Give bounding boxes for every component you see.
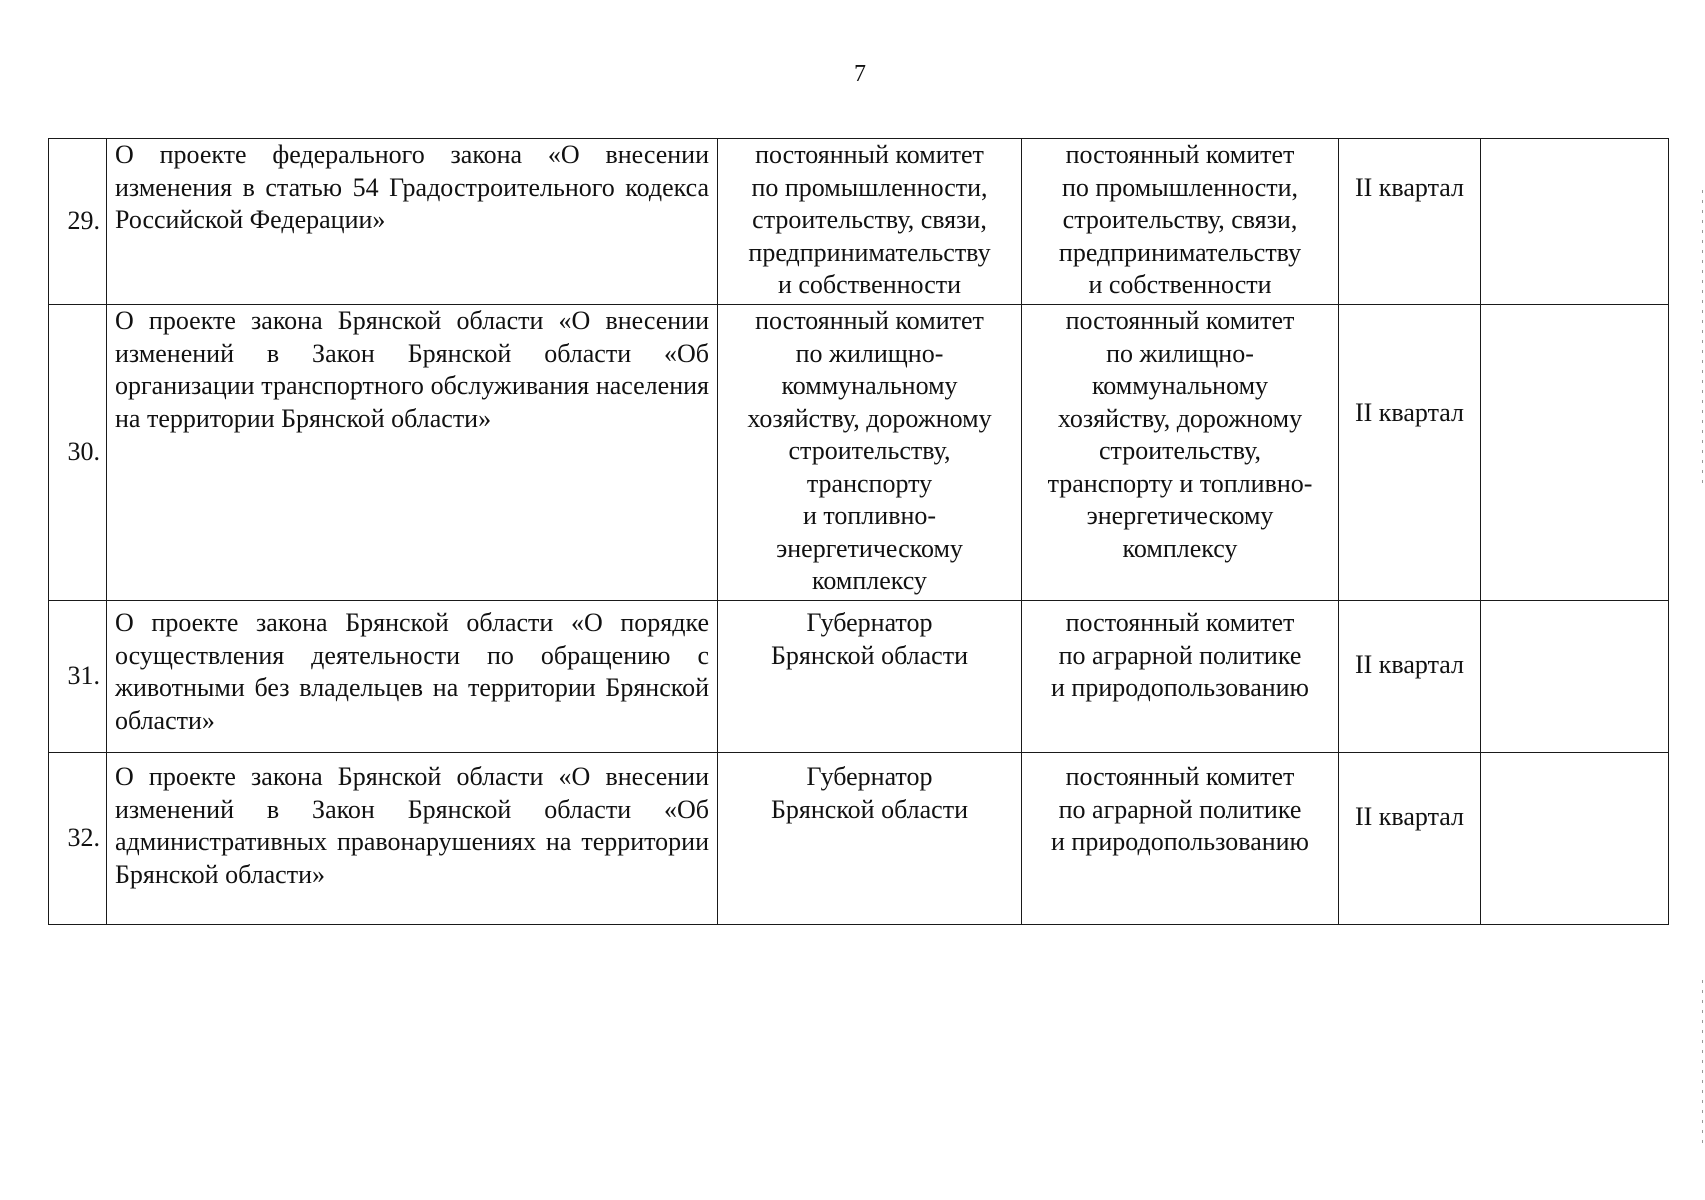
page-number: 7 <box>854 61 866 87</box>
scan-edge-mark <box>1702 190 1703 490</box>
table-row <box>49 601 1669 753</box>
responsible-committee: Губернатор Брянской области <box>718 753 1022 925</box>
scan-edge-mark <box>1702 980 1703 1150</box>
responsible-committee: постоянный комитет по промышленности, строительству, связи, предпринимательству и собственности <box>718 139 1022 305</box>
row-number: 29. <box>49 139 107 305</box>
bill-title: О проекте закона Брянской области «О порядке осуществления деятельности по обращению с животными без владельцев на территории Брянской области» <box>107 601 718 753</box>
reviewing-committee: постоянный комитет по жилищно- коммунальному хозяйству, дорожному строительству, транспорту и топливно- энергетическому комплексу <box>1022 305 1339 601</box>
reviewing-committee: постоянный комитет по аграрной политике и природопользованию <box>1022 753 1339 925</box>
reviewing-committee: постоянный комитет по аграрной политике и природопользованию <box>1022 601 1339 753</box>
bill-title: О проекте закона Брянской области «О внесении изменений в Закон Брянской области «Об административных правонарушениях на территории Брянской области» <box>107 753 718 925</box>
row-number: 32. <box>49 753 107 925</box>
deadline: II квартал <box>1339 753 1481 925</box>
row-number: 30. <box>49 305 107 601</box>
deadline: II квартал <box>1339 601 1481 753</box>
bill-title: О проекте федерального закона «О внесении изменения в статью 54 Градостроительного кодекса Российской Федерации» <box>107 139 718 305</box>
legislative-plan-table <box>48 138 1669 925</box>
responsible-committee: постоянный комитет по жилищно- коммунальному хозяйству, дорожному строительству, транспорту и топливно- энергетическому комплексу <box>718 305 1022 601</box>
note-cell <box>1481 601 1669 753</box>
note-cell <box>1481 139 1669 305</box>
deadline: II квартал <box>1339 139 1481 305</box>
deadline: II квартал <box>1339 305 1481 601</box>
table-row <box>49 305 1669 601</box>
reviewing-committee: постоянный комитет по промышленности, строительству, связи, предпринимательству и собственности <box>1022 139 1339 305</box>
table-row <box>49 139 1669 305</box>
responsible-committee: Губернатор Брянской области <box>718 601 1022 753</box>
table-row <box>49 753 1669 925</box>
row-number: 31. <box>49 601 107 753</box>
bill-title: О проекте закона Брянской области «О внесении изменений в Закон Брянской области «Об организации транспортного обслуживания населения на территории Брянской области» <box>107 305 718 601</box>
note-cell <box>1481 305 1669 601</box>
note-cell <box>1481 753 1669 925</box>
